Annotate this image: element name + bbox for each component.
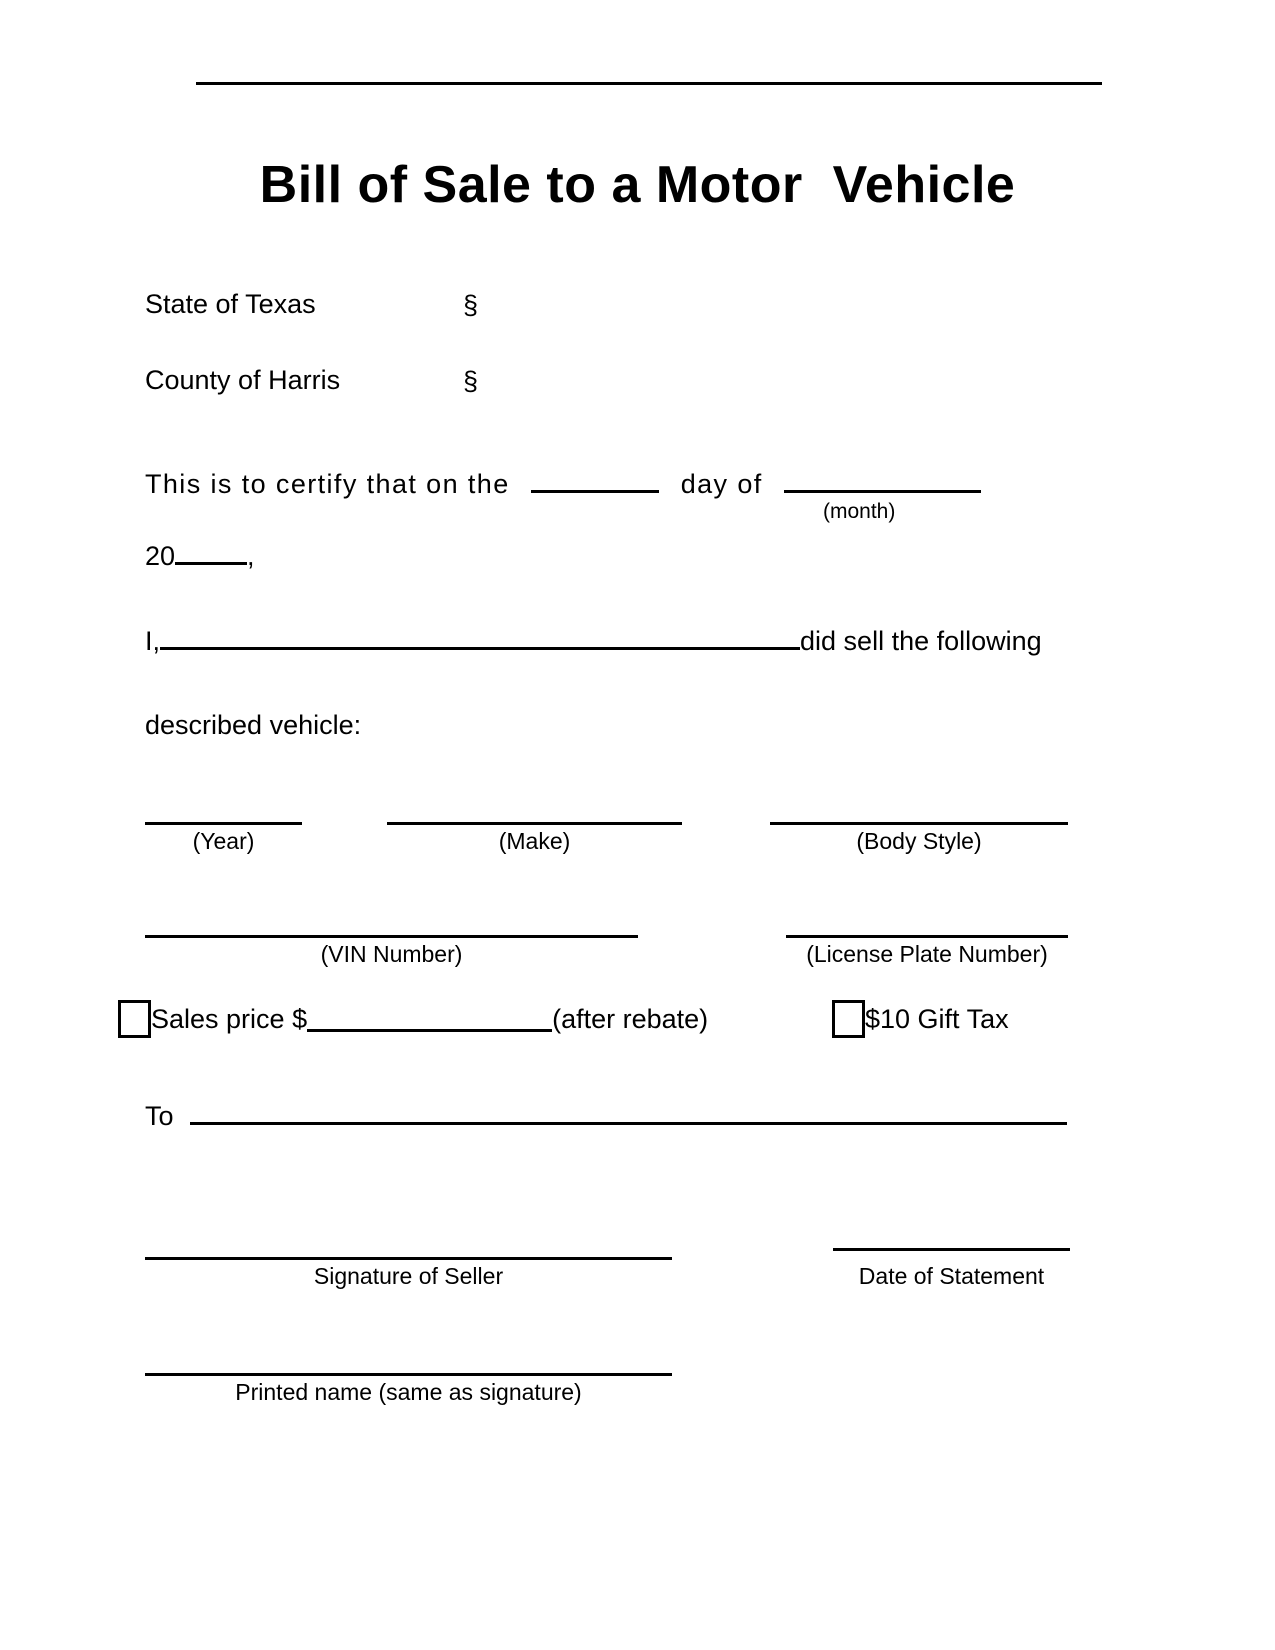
seller-line <box>145 625 1042 657</box>
body-style-field-line[interactable] <box>770 822 1068 825</box>
seller-prefix: I, <box>145 626 161 656</box>
county-line <box>145 366 340 396</box>
year-field-caption: (Year) <box>192 828 255 854</box>
day-input[interactable] <box>531 466 659 493</box>
sales-price-checkbox[interactable] <box>118 1000 151 1038</box>
sales-price-input[interactable] <box>307 1007 552 1032</box>
date-caption: Date of Statement <box>858 1263 1045 1289</box>
year-input[interactable] <box>175 540 247 565</box>
recipient-row <box>145 1100 1067 1132</box>
gift-tax-checkbox[interactable] <box>832 1000 865 1038</box>
gift-tax-label: $10 Gift Tax <box>865 1003 1009 1034</box>
year-line <box>145 540 255 572</box>
sales-price-row <box>118 1000 708 1038</box>
state-line <box>145 290 316 320</box>
year-suffix: , <box>247 541 255 571</box>
year-prefix: 20 <box>145 541 176 571</box>
state-label: State of Texas <box>145 289 316 319</box>
month-input[interactable] <box>784 466 981 493</box>
county-section-symbol: § <box>463 366 479 396</box>
day-of-label: day of <box>680 469 763 499</box>
license-plate-field-line[interactable] <box>786 935 1068 938</box>
header-divider <box>196 82 1102 85</box>
seller-name-input[interactable] <box>160 625 800 650</box>
county-label: County of Harris <box>145 365 341 395</box>
gift-tax-row <box>832 1000 1009 1038</box>
recipient-input[interactable] <box>190 1100 1067 1125</box>
seller-suffix: did sell the following <box>800 626 1042 656</box>
signature-caption: Signature of Seller <box>313 1263 504 1289</box>
state-section-symbol: § <box>463 290 479 320</box>
sales-price-label: Sales price $ <box>151 1003 308 1034</box>
certification-line <box>145 466 1075 500</box>
certify-lead-in: This is to certify that on the <box>145 469 510 499</box>
month-caption: (month) <box>823 500 896 523</box>
make-field-line[interactable] <box>387 822 682 825</box>
recipient-label: To <box>145 1101 174 1131</box>
date-line[interactable] <box>833 1248 1070 1251</box>
after-rebate-label: (after rebate) <box>552 1003 709 1034</box>
page-title: Bill of Sale to a Motor Vehicle <box>259 156 1016 214</box>
printed-name-line[interactable] <box>145 1373 672 1376</box>
make-field-caption: (Make) <box>498 828 571 854</box>
vin-field-caption: (VIN Number) <box>320 941 463 967</box>
signature-line[interactable] <box>145 1257 672 1260</box>
body-style-field-caption: (Body Style) <box>856 828 982 854</box>
described-vehicle-label: described vehicle: <box>145 710 362 740</box>
vin-field-line[interactable] <box>145 935 638 938</box>
year-field-line[interactable] <box>145 822 302 825</box>
license-plate-field-caption: (License Plate Number) <box>806 941 1048 967</box>
printed-name-caption: Printed name (same as signature) <box>235 1379 582 1405</box>
